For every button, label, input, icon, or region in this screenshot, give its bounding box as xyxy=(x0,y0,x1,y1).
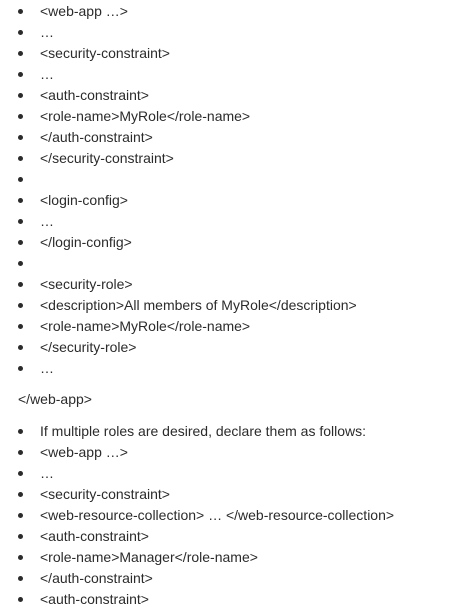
list-item xyxy=(0,568,394,589)
bullet-icon xyxy=(18,30,23,35)
list-item-text: <auth-constraint> xyxy=(40,591,149,607)
bullet-icon xyxy=(18,429,23,434)
list-item xyxy=(0,85,357,106)
bullet-icon xyxy=(18,513,23,518)
list-item xyxy=(0,505,394,526)
bullet-icon xyxy=(18,156,23,161)
list-item-text: <security-constraint> xyxy=(40,45,170,61)
list-item-text: … xyxy=(40,213,54,229)
bullet-icon xyxy=(18,324,23,329)
list-item-text: <login-config> xyxy=(40,192,128,208)
list-item-text: </security-role> xyxy=(40,339,137,355)
closing-web-app-tag: </web-app> xyxy=(18,391,92,407)
bullet-icon xyxy=(18,555,23,560)
list-item-text: <role-name>Manager</role-name> xyxy=(40,549,258,565)
list-item xyxy=(0,211,357,232)
bullet-icon xyxy=(18,576,23,581)
bullet-icon xyxy=(18,51,23,56)
list-item xyxy=(0,64,357,85)
bullet-icon xyxy=(18,240,23,245)
list-item-text: <auth-constraint> xyxy=(40,528,149,544)
list-item xyxy=(0,421,394,442)
list-item xyxy=(0,484,394,505)
list-item xyxy=(0,463,394,484)
bullet-icon xyxy=(18,282,23,287)
list-item-text: <security-role> xyxy=(40,276,133,292)
list-item-text: </auth-constraint> xyxy=(40,570,153,586)
list-item-text: <role-name>MyRole</role-name> xyxy=(40,108,251,124)
list-item-text: <auth-constraint> xyxy=(40,87,149,103)
list-item-text: </security-constraint> xyxy=(40,150,174,166)
list-item xyxy=(0,316,357,337)
list-item-text: </login-config> xyxy=(40,234,132,250)
multiple-roles-list xyxy=(0,421,394,610)
list-item xyxy=(0,547,394,568)
list-item xyxy=(0,106,357,127)
list-item-text: <web-app …> xyxy=(40,444,128,460)
bullet-icon xyxy=(18,450,23,455)
bullet-icon xyxy=(18,345,23,350)
config-snippet-list xyxy=(0,1,357,379)
bullet-icon xyxy=(18,303,23,308)
list-item-text: </auth-constraint> xyxy=(40,129,153,145)
list-item xyxy=(0,358,357,379)
list-item xyxy=(0,22,357,43)
bullet-icon xyxy=(18,534,23,539)
bullet-icon xyxy=(18,93,23,98)
list-item-text: If multiple roles are desired, declare them as follows: xyxy=(40,423,367,439)
bullet-icon xyxy=(18,9,23,14)
bullet-icon xyxy=(18,219,23,224)
list-item xyxy=(0,232,357,253)
list-item-text: <role-name>MyRole</role-name> xyxy=(40,318,251,334)
list-item xyxy=(0,337,357,358)
bullet-icon xyxy=(18,261,23,266)
list-item-text: … xyxy=(40,66,54,82)
list-item-text: <web-resource-collection> … </web-resource-collection> xyxy=(40,507,395,523)
list-item xyxy=(0,148,357,169)
bullet-icon xyxy=(18,492,23,497)
list-item-text: <web-app …> xyxy=(40,3,128,19)
bullet-icon xyxy=(18,366,23,371)
list-item xyxy=(0,43,357,64)
bullet-icon xyxy=(18,198,23,203)
list-item-text: … xyxy=(40,360,54,376)
bullet-icon xyxy=(18,114,23,119)
list-item xyxy=(0,127,357,148)
list-item-text: … xyxy=(40,24,54,40)
bullet-icon xyxy=(18,471,23,476)
bullet-icon xyxy=(18,177,23,182)
list-item-text: <security-constraint> xyxy=(40,486,170,502)
list-item xyxy=(0,169,357,190)
list-item xyxy=(0,442,394,463)
list-item xyxy=(0,295,357,316)
list-item xyxy=(0,1,357,22)
bullet-icon xyxy=(18,597,23,602)
bullet-icon xyxy=(18,135,23,140)
list-item xyxy=(0,526,394,547)
bullet-icon xyxy=(18,72,23,77)
list-item-text: … xyxy=(40,465,54,481)
list-item-text: <description>All members of MyRole</description> xyxy=(40,297,357,313)
list-item xyxy=(0,190,357,211)
list-item xyxy=(0,253,357,274)
list-item xyxy=(0,274,357,295)
